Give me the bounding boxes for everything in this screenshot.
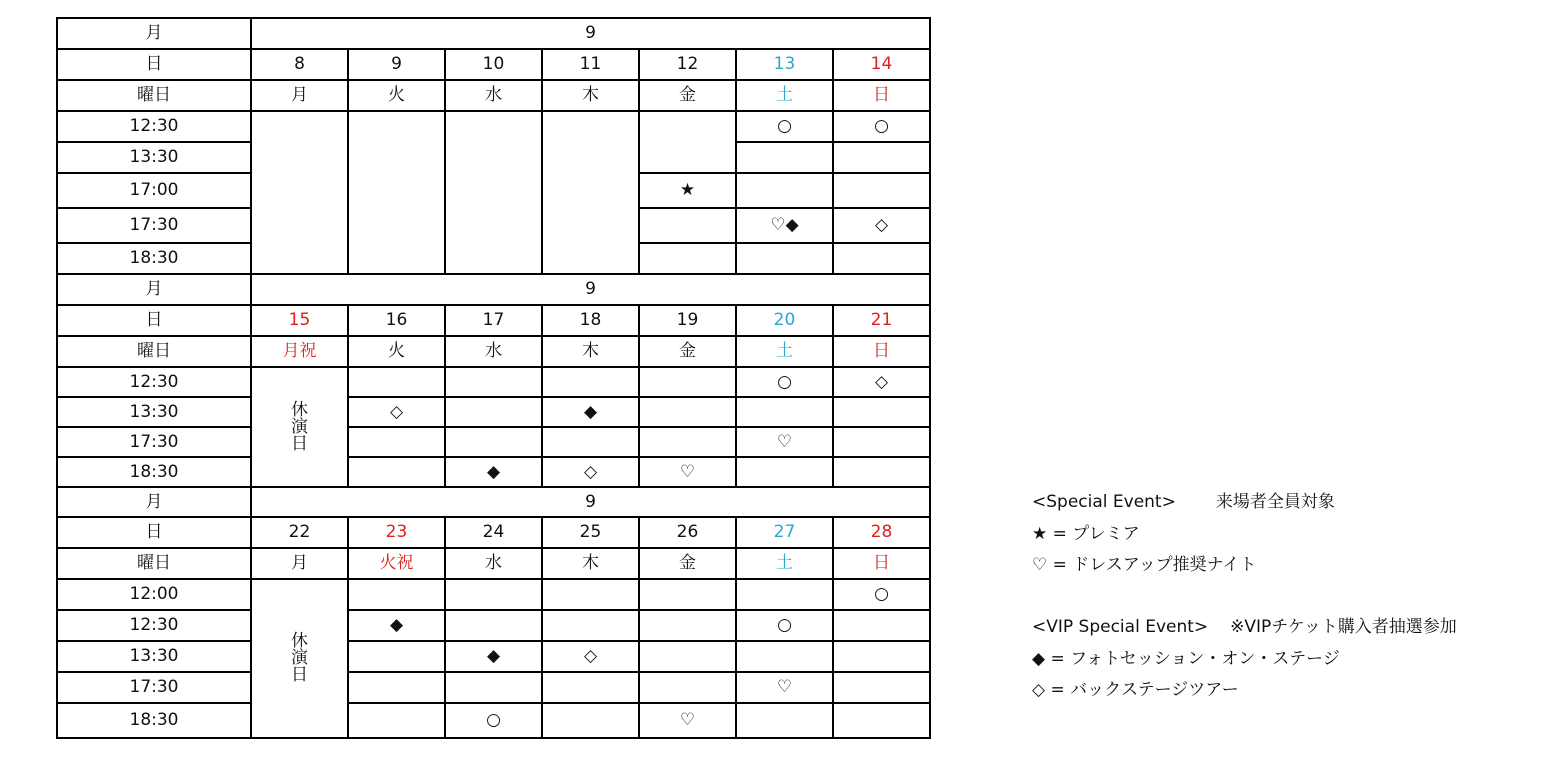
time-label: 12:30 [57,367,251,397]
empty-slot [833,142,930,173]
week3-time-row [57,610,930,641]
empty-slot [736,641,833,672]
performance-schedule-table [56,17,931,739]
empty-slot [445,610,542,641]
special-event-heading [1032,487,1335,512]
date-cell: 16 [348,305,445,336]
empty-slot [639,641,736,672]
empty-slot [348,579,445,610]
empty-slot [833,457,930,487]
empty-slot [833,397,930,427]
vip-event-title: <VIP Special Event> [1032,617,1209,637]
date-cell: 12 [639,49,736,80]
slot-mark: ◆ [445,641,542,672]
empty-slot [833,243,930,274]
empty-slot [542,672,639,703]
date-cell-saturday: 27 [736,517,833,548]
empty-slot [833,641,930,672]
slot-mark: ○ [833,579,930,610]
empty-slot [542,427,639,457]
time-label: 18:30 [57,457,251,487]
weekday-cell-saturday: 土 [736,80,833,111]
slot-mark: ◆ [445,457,542,487]
empty-slot [736,397,833,427]
legend-heart: ♡ = ドレスアップ推奨ナイト [1032,555,1257,575]
slot-mark: ○ [736,610,833,641]
time-label: 17:30 [57,672,251,703]
month-value: 9 [251,18,930,49]
closed-char: 日 [291,665,308,685]
weekday-cell: 水 [445,80,542,111]
date-cell: 26 [639,517,736,548]
empty-slot [445,397,542,427]
week2-time-row [57,457,930,487]
weekday-cell: 火 [348,80,445,111]
slot-mark: ◇ [833,208,930,243]
empty-slot [736,243,833,274]
date-cell: 22 [251,517,348,548]
date-cell-holiday: 15 [251,305,348,336]
empty-slot [639,610,736,641]
slot-mark: ○ [445,703,542,738]
time-label: 12:00 [57,579,251,610]
empty-slot [639,397,736,427]
empty-slot [833,610,930,641]
empty-slot [833,427,930,457]
slot-mark: ♡◆ [736,208,833,243]
time-label: 17:30 [57,208,251,243]
week3-time-row [57,672,930,703]
weekday-cell-sunday: 日 [833,336,930,367]
empty-slot [639,243,736,274]
empty-slot [445,367,542,397]
week3-time-row [57,579,930,610]
empty-slot [542,703,639,738]
week2-time-row [57,367,930,397]
date-cell-holiday: 23 [348,517,445,548]
week1-weekday-row [57,80,930,111]
month-label: 月 [57,18,251,49]
weekday-cell-sunday: 日 [833,80,930,111]
empty-day-cell [445,111,542,274]
vip-event-heading [1032,612,1457,637]
empty-slot [736,457,833,487]
empty-slot [736,142,833,173]
slot-mark: ◇ [542,641,639,672]
empty-slot [639,111,736,173]
date-cell-sunday: 21 [833,305,930,336]
empty-slot [348,672,445,703]
empty-slot [348,641,445,672]
slot-mark: ♡ [736,427,833,457]
closed-char: 演 [291,416,308,437]
empty-slot [639,367,736,397]
empty-slot [542,610,639,641]
weekday-cell: 月 [251,548,348,579]
weekday-cell: 月 [251,80,348,111]
week2-weekday-row [57,336,930,367]
slot-mark: ◇ [833,367,930,397]
weekday-cell: 火 [348,336,445,367]
time-label: 12:30 [57,111,251,142]
slot-mark: ♡ [736,672,833,703]
day-label: 日 [57,517,251,548]
time-label: 18:30 [57,243,251,274]
empty-slot [736,173,833,208]
empty-slot [736,579,833,610]
week3-day-row [57,517,930,548]
empty-slot [833,672,930,703]
empty-day-cell [542,111,639,274]
time-label: 12:30 [57,610,251,641]
weekday-cell: 水 [445,336,542,367]
week3-time-row [57,703,930,738]
empty-slot [639,427,736,457]
date-cell-saturday: 13 [736,49,833,80]
day-label: 日 [57,49,251,80]
week1-month-row [57,18,930,49]
slot-mark: ♡ [639,703,736,738]
week3-month-row [57,487,930,517]
legend-filled-diamond: ◆ = フォトセッション・オン・ステージ [1032,649,1340,669]
vip-event-note: ※VIPチケット購入者抽選参加 [1230,617,1457,637]
slot-mark: ○ [833,111,930,142]
weekday-cell: 金 [639,548,736,579]
time-label: 13:30 [57,397,251,427]
empty-slot [445,672,542,703]
weekday-cell: 水 [445,548,542,579]
date-cell-sunday: 28 [833,517,930,548]
slot-mark: ◇ [542,457,639,487]
date-cell: 9 [348,49,445,80]
date-cell: 10 [445,49,542,80]
weekday-label: 曜日 [57,548,251,579]
weekday-cell-saturday: 土 [736,336,833,367]
slot-mark: ○ [736,367,833,397]
week3-weekday-row [57,548,930,579]
empty-slot [445,427,542,457]
legend-star: ★ = プレミア [1032,524,1140,544]
time-label: 18:30 [57,703,251,738]
empty-day-cell [251,111,348,274]
weekday-cell: 金 [639,336,736,367]
slot-mark: ♡ [639,457,736,487]
empty-day-cell [348,111,445,274]
month-value: 9 [251,487,930,517]
special-event-note: 来場者全員対象 [1215,492,1335,512]
empty-slot [445,579,542,610]
weekday-cell-sunday: 日 [833,548,930,579]
week2-time-row [57,427,930,457]
date-cell: 19 [639,305,736,336]
empty-slot [348,703,445,738]
date-cell: 11 [542,49,639,80]
date-cell: 17 [445,305,542,336]
month-label: 月 [57,487,251,517]
week2-day-row [57,305,930,336]
empty-slot [348,367,445,397]
slot-mark: ◇ [348,397,445,427]
slot-mark: ★ [639,173,736,208]
closed-char: 演 [291,648,308,668]
date-cell-saturday: 20 [736,305,833,336]
slot-mark: ◆ [542,397,639,427]
date-cell-sunday: 14 [833,49,930,80]
closed-day-cell [251,367,348,487]
closed-char: 休 [291,399,308,420]
time-label: 13:30 [57,641,251,672]
time-label: 13:30 [57,142,251,173]
week2-time-row [57,397,930,427]
weekday-cell: 木 [542,80,639,111]
empty-slot [542,367,639,397]
weekday-cell: 木 [542,548,639,579]
date-cell: 18 [542,305,639,336]
special-event-title: <Special Event> [1032,492,1176,512]
weekday-label: 曜日 [57,80,251,111]
empty-slot [348,427,445,457]
weekday-cell: 金 [639,80,736,111]
weekday-cell: 木 [542,336,639,367]
slot-mark: ○ [736,111,833,142]
time-label: 17:30 [57,427,251,457]
weekday-cell-saturday: 土 [736,548,833,579]
weekday-cell-holiday: 火祝 [348,548,445,579]
legend-open-diamond: ◇ = バックステージツアー [1032,680,1239,700]
month-label: 月 [57,274,251,305]
empty-slot [833,703,930,738]
day-label: 日 [57,305,251,336]
week1-time-row [57,111,930,142]
empty-slot [348,457,445,487]
time-label: 17:00 [57,173,251,208]
week1-day-row [57,49,930,80]
empty-slot [736,703,833,738]
month-value: 9 [251,274,930,305]
date-cell: 25 [542,517,639,548]
closed-day-cell [251,579,348,738]
week3-time-row [57,641,930,672]
weekday-label: 曜日 [57,336,251,367]
empty-slot [833,173,930,208]
date-cell: 24 [445,517,542,548]
slot-mark: ◆ [348,610,445,641]
closed-char: 日 [291,433,308,454]
date-cell: 8 [251,49,348,80]
weekday-cell-holiday: 月祝 [251,336,348,367]
closed-char: 休 [291,631,308,651]
empty-slot [542,579,639,610]
empty-slot [639,672,736,703]
week2-month-row [57,274,930,305]
empty-slot [639,208,736,243]
empty-slot [639,579,736,610]
